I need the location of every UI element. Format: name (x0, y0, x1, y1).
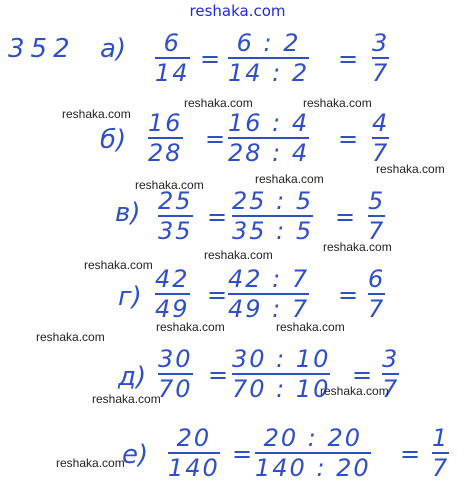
watermark: reshaka.com (156, 320, 225, 334)
fraction-result-a (372, 30, 389, 86)
numerator: 30 (158, 345, 193, 373)
equals-sign: = (232, 440, 253, 468)
problem-number: 352 (8, 34, 76, 64)
fraction-division-c (232, 188, 313, 244)
numerator: 42 (155, 265, 190, 293)
numerator: 3 (382, 345, 400, 373)
denominator: 49 : 7 (228, 295, 310, 323)
equals-sign: = (338, 281, 359, 309)
numerator: 16 (148, 109, 183, 137)
denominator: 7 (368, 217, 386, 245)
row-label-c: в) (115, 198, 141, 228)
equals-sign: = (352, 361, 373, 389)
watermark: reshaka.com (255, 172, 324, 186)
watermark: reshaka.com (276, 320, 345, 334)
watermark: reshaka.com (376, 162, 445, 176)
watermark: reshaka.com (84, 258, 153, 272)
denominator: 140 : 20 (255, 454, 371, 482)
numerator: 20 (176, 424, 212, 452)
watermark: reshaka.com (62, 107, 131, 121)
denominator: 28 : 4 (228, 139, 310, 167)
denominator: 140 (168, 454, 220, 482)
fraction-division-d (228, 266, 309, 322)
watermark: reshaka.com (204, 248, 273, 262)
fraction-division-a (228, 30, 309, 86)
fraction-original-a (155, 30, 190, 86)
denominator: 49 (155, 295, 190, 323)
fraction-original-d (155, 266, 190, 322)
equals-sign: = (400, 440, 421, 468)
watermark: reshaka.com (92, 392, 161, 406)
fraction-original-e (158, 346, 193, 402)
fraction-division-b (228, 110, 309, 166)
numerator: 3 (372, 29, 390, 57)
row-label-b: б) (100, 125, 127, 155)
denominator: 14 (155, 59, 190, 87)
equals-sign: = (338, 45, 359, 73)
denominator: 7 (368, 295, 386, 323)
denominator: 70 : 10 (232, 375, 331, 403)
equals-sign: = (205, 125, 226, 153)
equals-sign: = (200, 45, 221, 73)
numerator: 6 (368, 265, 386, 293)
denominator: 28 (148, 139, 183, 167)
numerator: 6 (163, 29, 181, 57)
row-label-a: а) (100, 34, 127, 64)
equals-sign: = (207, 203, 228, 231)
fraction-result-b (372, 110, 389, 166)
watermark: reshaka.com (36, 330, 105, 344)
denominator: 14 : 2 (228, 59, 310, 87)
watermark: reshaka.com (303, 96, 372, 110)
fraction-division-e (232, 346, 330, 402)
denominator: 7 (432, 454, 450, 482)
fraction-original-f (168, 425, 220, 481)
numerator: 30 : 10 (232, 345, 331, 373)
numerator: 1 (432, 424, 450, 452)
equals-sign: = (338, 125, 359, 153)
equals-sign: = (207, 281, 228, 309)
watermark: reshaka.com (135, 178, 204, 192)
watermark: reshaka.com (320, 384, 389, 398)
watermark: reshaka.com (323, 240, 392, 254)
row-label-e: д) (118, 362, 147, 392)
numerator: 5 (368, 187, 386, 215)
watermark: reshaka.com (56, 456, 125, 470)
numerator: 16 : 4 (228, 109, 310, 137)
denominator: 70 (158, 375, 193, 403)
equals-sign: = (208, 361, 229, 389)
denominator: 35 (158, 217, 193, 245)
denominator: 7 (372, 59, 390, 87)
fraction-division-f (255, 425, 371, 481)
fraction-original-b (148, 110, 183, 166)
fraction-result-d (368, 266, 385, 322)
watermark: reshaka.com (184, 96, 253, 110)
site-header[interactable]: reshaka.com (189, 2, 286, 20)
numerator: 25 (158, 187, 193, 215)
numerator: 4 (372, 109, 390, 137)
numerator: 25 : 5 (232, 187, 314, 215)
fraction-original-c (158, 188, 193, 244)
row-label-f: е) (122, 440, 149, 470)
fraction-result-c (368, 188, 385, 244)
numerator: 6 : 2 (236, 29, 301, 57)
denominator: 35 : 5 (232, 217, 314, 245)
equals-sign: = (335, 203, 356, 231)
numerator: 42 : 7 (228, 265, 310, 293)
row-label-d: г) (118, 282, 142, 312)
denominator: 7 (372, 139, 390, 167)
fraction-result-f (432, 425, 449, 481)
denominator: 7 (382, 375, 400, 403)
numerator: 20 : 20 (263, 424, 363, 452)
